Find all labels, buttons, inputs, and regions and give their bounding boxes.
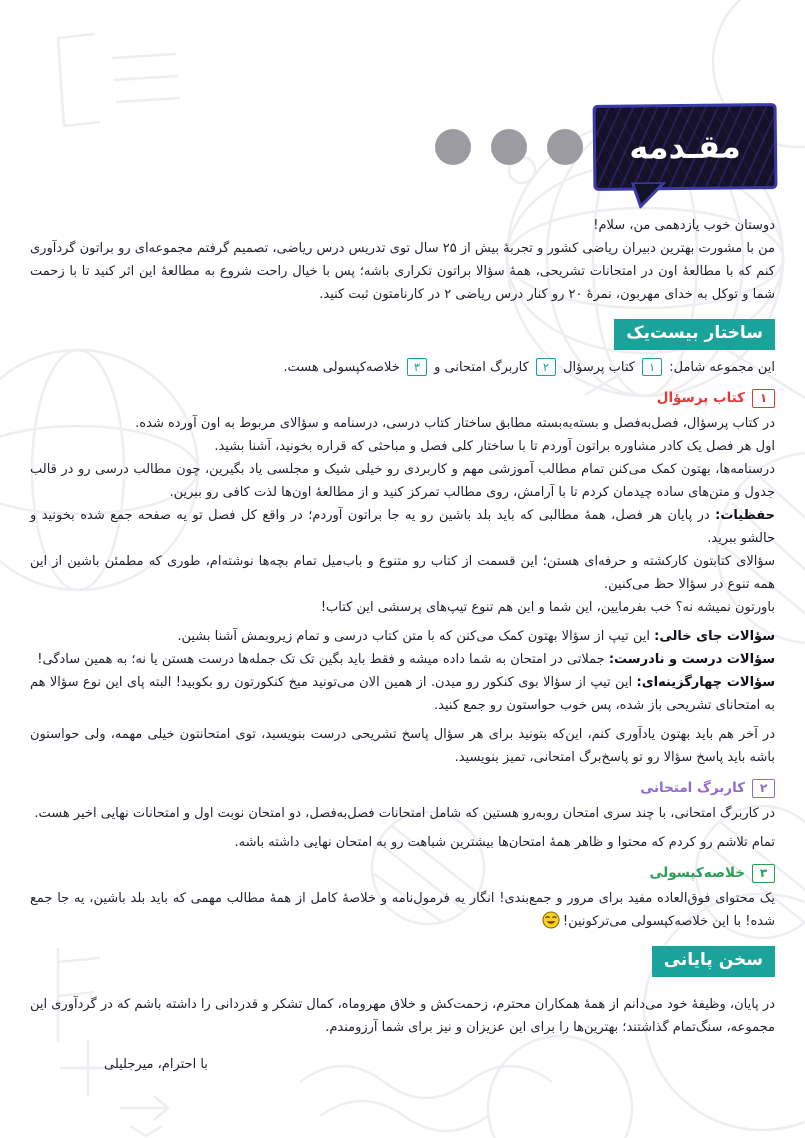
title-bubble [593, 103, 778, 191]
section2-heading [30, 777, 775, 800]
wave-lines-icon [320, 1101, 488, 1131]
section2-paragraph: در کاربرگ امتحانی، با چند سری امتحان روبه‌رو هستین که شامل امتحانات فصل‌به‌فصل، دو امتحان نوبت اول و امتحانات نهایی اخیر هست. [34, 806, 775, 821]
true-false-lead: سؤالات درست و نادرست: [608, 652, 775, 667]
section1-number-badge: ۱ [752, 389, 775, 408]
speech-tail-icon [630, 182, 670, 208]
dot-icon [547, 129, 583, 165]
greeting-line: دوستان خوب یازدهمی من، سلام! [593, 218, 775, 233]
section2-title: کاربرگ امتحانی [640, 780, 745, 796]
section1-paragraph [30, 504, 775, 550]
memorize-lead: حفظیات: [715, 508, 775, 523]
page-title: مقـدمه [629, 127, 741, 167]
section2-paragraph: تمام تلاشم رو کردم که محتوا و ظاهر همۀ امتحان‌ها بیشترین شباهت رو به امتحان نهایی داشته باشه. [234, 835, 775, 850]
memorize-text: در پایان هر فصل، همۀ مطالبی که باید بلد باشین رو یه جا براتون آوردم؛ در واقع کل فصل تو یه صفحه جمع شده بخونید و حالشو ببرید. [30, 508, 775, 546]
section3-paragraph [30, 887, 775, 933]
bracket-lines-icon [58, 34, 180, 126]
contents-prefix: این مجموعه شامل: [665, 360, 775, 375]
badge-3-icon: ۳ [407, 358, 427, 376]
contents-item2: کاربرگ امتحانی و [429, 360, 533, 375]
content [30, 214, 775, 1076]
section1-paragraph: در آخر هم باید بهتون یادآوری کنم، این‌که بتونید برای هر سؤال پاسخ تشریحی درست بنویسید، توی امتحانتون خیلی مهمه، ولی حواستون باشه باید پاسخ سؤالا رو تو پاسخ‌برگ امتحانی، تمیز بنویسید. [30, 727, 775, 765]
question-type-fill-blank [30, 625, 775, 648]
dot-icon [435, 129, 471, 165]
multiple-choice-text: این تیپ از سؤالا بوی کنکور رو میدن. از همین الان می‌تونید میخ کنکورتون رو بکوبید! البته پای این نوع سؤالا هم به امتحانای تشریحی باز شده، پس خوب حواستون رو جمع کنید. [30, 675, 775, 713]
section1-paragraph: درسنامه‌ها، بهتون کمک می‌کنن تمام مطالب آموزشی مهم و کاربردی رو خیلی شیک و مجلسی یاد بگیرین، چون مطالب درسی رو در قالب جدول و متن‌های ساده چیدمان کردم تا با آرامش، روی مطالب تمرکز کنید و از مطالعۀ اون‌ها لذت کافی رو ببرین. [30, 462, 775, 500]
intro-paragraph: من با مشورت بهترین دبیران ریاضی کشور و تجربۀ بیش از ۲۵ سال توی تدریس درس ریاضی، تصمیم گرفتم مجموعه‌ای رو براتون گردآوری کنم که با مطالعۀ اون در امتحانات تشریحی، همۀ سؤالا براتون تکراری باشه؛ پس با خیال راحت شروع به مطالعۀ این اثر کنید تا با زحمت شما و توکل به خدای مهربون، نمرۀ ۲۰ رو کنار درس ریاضی ۲ در کارنامتون ثبت کنید. [30, 241, 775, 302]
section1-paragraph: در کتاب پرسؤال، فصل‌به‌فصل و بسته‌به‌بسته مطابق ساختار کتاب درسی، درسنامه و سؤالای مربوط به اون آورده شده. [135, 416, 775, 431]
badge-1-icon: ۱ [642, 358, 662, 376]
signoff-line: با احترام، میرجلیلی [104, 1057, 208, 1072]
closing-paragraph: در پایان، وظیفۀ خود می‌دانم از همۀ همکاران محترم، زحمت‌کش و خلاق مهروماه، کمال تشکر و قدردانی را داشته باشم که در گردآوری این مجموعه، سنگ‌تمام گذاشتند؛ بهترین‌ها را برای این عزیزان و نیز برای شما آرزومندم. [29, 997, 775, 1035]
section1-paragraph: اول هر فصل یک کادر مشاوره براتون آوردم تا با ساختار کلی فصل و مباحثی که قراره بخونید، آشنا بشید. [214, 439, 775, 454]
dot-icon [491, 129, 527, 165]
fill-blank-lead: سؤالات جای خالی: [654, 629, 775, 644]
badge-2-icon: ۲ [536, 358, 556, 376]
grinning-face-emoji-icon [542, 911, 560, 929]
section3-heading [30, 862, 775, 885]
question-type-multiple-choice [30, 671, 775, 717]
section3-text: یک محتوای فوق‌العاده مفید برای مرور و جمع‌بندی! انگار یه فرمول‌نامه و خلاصۀ کامل از همۀ مطالب مهمی که باید بلد باشین، یه جا جمع شده! با این خلاصه‌کپسولی می‌ترکونین! [30, 891, 775, 929]
contents-item1: کتاب پرسؤال [558, 360, 640, 375]
section1-paragraph: سؤالای کتابتون کارکشته و حرفه‌ای هستن؛ این قسمت از کتاب رو متنوع و باب‌میل تمام بچه‌ها نوشته‌ام، طوری که مطمئن باشین از این همه تنوع در سؤالا حظ می‌کنین. [30, 554, 775, 592]
section1-title: کتاب پرسؤال [656, 390, 745, 406]
question-type-true-false [30, 648, 775, 671]
section3-title: خلاصه‌کپسولی [649, 865, 745, 881]
section-bar-structure: ساختار بیست‌یک [614, 319, 775, 350]
section-bar-closing: سخن پایانی [652, 946, 775, 977]
fill-blank-text: این تیپ از سؤالا بهتون کمک می‌کنن که با متن کتاب درسی و تمام زیروبمش آشنا بشین. [177, 629, 655, 644]
contents-line [30, 356, 775, 379]
section3-number-badge: ۳ [752, 864, 775, 883]
contents-item3: خلاصه‌کپسولی هست. [283, 360, 404, 375]
multiple-choice-lead: سؤالات چهارگزینه‌ای: [636, 675, 775, 690]
section2-number-badge: ۲ [752, 779, 775, 798]
section1-paragraph: باورتون نمیشه نه؟ خب بفرمایین، این شما و این هم تنوع تیپ‌های پرسشی این کتاب! [320, 600, 775, 615]
decorative-dots [435, 129, 583, 165]
true-false-text: جملاتی در امتحان به شما داده میشه و فقط باید بگین تک تک جمله‌ها درست هستن یا نه؛ به همین سادگی! [37, 652, 609, 667]
section1-heading [30, 387, 775, 410]
